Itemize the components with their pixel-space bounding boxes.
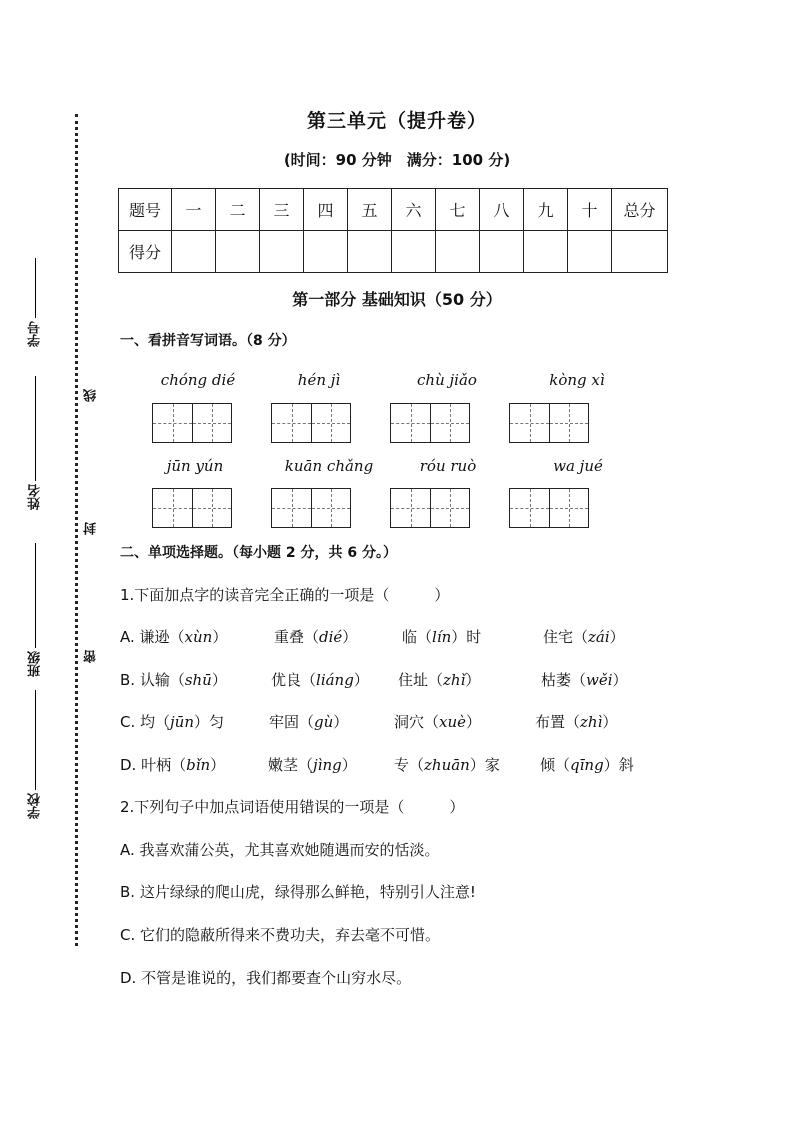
student-id-text: 学号 xyxy=(28,321,43,347)
score-cell[interactable] xyxy=(172,231,216,273)
section1-heading: 一、看拼音写词语。（8 分） xyxy=(120,333,296,349)
q1-option-b-word3: 住址（zhǐ） xyxy=(398,671,481,689)
q2-option-a[interactable]: A. 我喜欢蒲公英，尤其喜欢她随遇而安的恬淡。 xyxy=(120,841,440,859)
school-text: 学校 xyxy=(28,793,43,819)
seal-char-dense: 密 xyxy=(84,650,99,663)
header-cell: 五 xyxy=(348,189,392,231)
q1-option-c-word2: 牢固（gù） xyxy=(269,713,349,731)
exam-info: (时间：90 分钟 满分：100 分) xyxy=(283,151,511,169)
seal-char-seal: 封 xyxy=(84,522,99,535)
question-1-stem: 1.下面加点字的读音完全正确的一项是（ ） xyxy=(120,586,450,604)
header-cell: 三 xyxy=(260,189,304,231)
pinyin-prompt: kòng xì xyxy=(549,371,605,389)
q1-option-d-word2: 嫩茎（jìng） xyxy=(268,756,357,774)
writing-grid[interactable] xyxy=(509,488,589,528)
score-cell[interactable] xyxy=(392,231,436,273)
pinyin-prompt: chóng dié xyxy=(160,371,236,389)
writing-grid[interactable] xyxy=(271,488,351,528)
class-label xyxy=(26,543,45,677)
seal-char-line: 线 xyxy=(84,389,99,402)
q1-option-a-word3: 临（lín）时 xyxy=(402,628,482,646)
header-cell: 十 xyxy=(568,189,612,231)
q1-option-c-word4: 布置（zhì） xyxy=(535,713,618,731)
writing-grid[interactable] xyxy=(509,403,589,443)
name-blank[interactable] xyxy=(35,376,36,481)
q1-option-b-word4: 枯萎（wěi） xyxy=(541,671,628,689)
school-label xyxy=(26,690,45,819)
score-cell[interactable] xyxy=(260,231,304,273)
question-2-stem: 2.下列句子中加点词语使用错误的一项是（ ） xyxy=(120,798,465,816)
writing-grid[interactable] xyxy=(152,488,232,528)
writing-grid[interactable] xyxy=(152,403,232,443)
name-text: 姓名 xyxy=(28,484,43,510)
header-cell: 四 xyxy=(304,189,348,231)
score-row-label: 得分 xyxy=(119,231,172,273)
pinyin-prompt: chù jiǎo xyxy=(417,371,477,389)
page-title: 第三单元（提升卷） xyxy=(306,110,487,132)
q1-option-c-word1[interactable]: C. 均（jūn）匀 xyxy=(120,713,225,731)
section2-heading: 二、单项选择题。（每小题 2 分，共 6 分。） xyxy=(120,545,397,561)
header-cell: 八 xyxy=(480,189,524,231)
header-cell: 题号 xyxy=(119,189,172,231)
writing-grid[interactable] xyxy=(271,403,351,443)
score-cell[interactable] xyxy=(216,231,260,273)
score-cell[interactable] xyxy=(524,231,568,273)
header-cell: 七 xyxy=(436,189,480,231)
writing-grid[interactable] xyxy=(390,403,470,443)
pinyin-prompt: jūn yún xyxy=(166,457,224,475)
pinyin-prompt: róu ruò xyxy=(419,457,477,475)
pinyin-prompt: hén jì xyxy=(297,371,341,389)
binding-dotted-line xyxy=(75,114,78,946)
header-cell: 六 xyxy=(392,189,436,231)
pinyin-prompt: kuān chǎng xyxy=(284,457,374,475)
score-table-header-row xyxy=(119,189,668,231)
q1-option-a-word2: 重叠（dié） xyxy=(274,628,358,646)
score-table-score-row xyxy=(119,231,668,273)
q1-option-d-word4: 倾（qīng）斜 xyxy=(540,756,634,774)
q1-option-d-word3: 专（zhuān）家 xyxy=(394,756,500,774)
header-cell: 二 xyxy=(216,189,260,231)
score-cell[interactable] xyxy=(480,231,524,273)
q1-option-a-word4: 住宅（zái） xyxy=(543,628,625,646)
score-cell[interactable] xyxy=(436,231,480,273)
writing-grid[interactable] xyxy=(390,488,470,528)
q1-option-d-word1[interactable]: D. 叶柄（bǐn） xyxy=(120,756,226,774)
school-blank[interactable] xyxy=(35,690,36,790)
score-cell[interactable] xyxy=(612,231,668,273)
q1-option-b-word2: 优良（liáng） xyxy=(271,671,369,689)
q1-option-a-word1[interactable]: A. 谦逊（xùn） xyxy=(120,628,228,646)
name-label xyxy=(26,376,45,510)
header-cell: 总分 xyxy=(612,189,668,231)
q1-option-c-word3: 洞穴（xuè） xyxy=(394,713,482,731)
class-blank[interactable] xyxy=(35,543,36,648)
header-cell: 一 xyxy=(172,189,216,231)
score-cell[interactable] xyxy=(348,231,392,273)
score-cell[interactable] xyxy=(568,231,612,273)
score-table xyxy=(118,188,668,273)
q2-option-c[interactable]: C. 它们的隐蔽所得来不费功夫，弃去毫不可惜。 xyxy=(120,926,441,944)
pinyin-prompt: wa jué xyxy=(553,457,603,475)
class-text: 班级 xyxy=(28,651,43,677)
q2-option-d[interactable]: D. 不管是谁说的，我们都要查个山穷水尽。 xyxy=(120,969,412,987)
q1-option-b-word1[interactable]: B. 认输（shū） xyxy=(120,671,227,689)
part1-title: 第一部分 基础知识（50 分） xyxy=(292,290,502,309)
q2-option-b[interactable]: B. 这片绿绿的爬山虎，绿得那么鲜艳，特别引人注意! xyxy=(120,883,476,901)
score-cell[interactable] xyxy=(304,231,348,273)
header-cell: 九 xyxy=(524,189,568,231)
